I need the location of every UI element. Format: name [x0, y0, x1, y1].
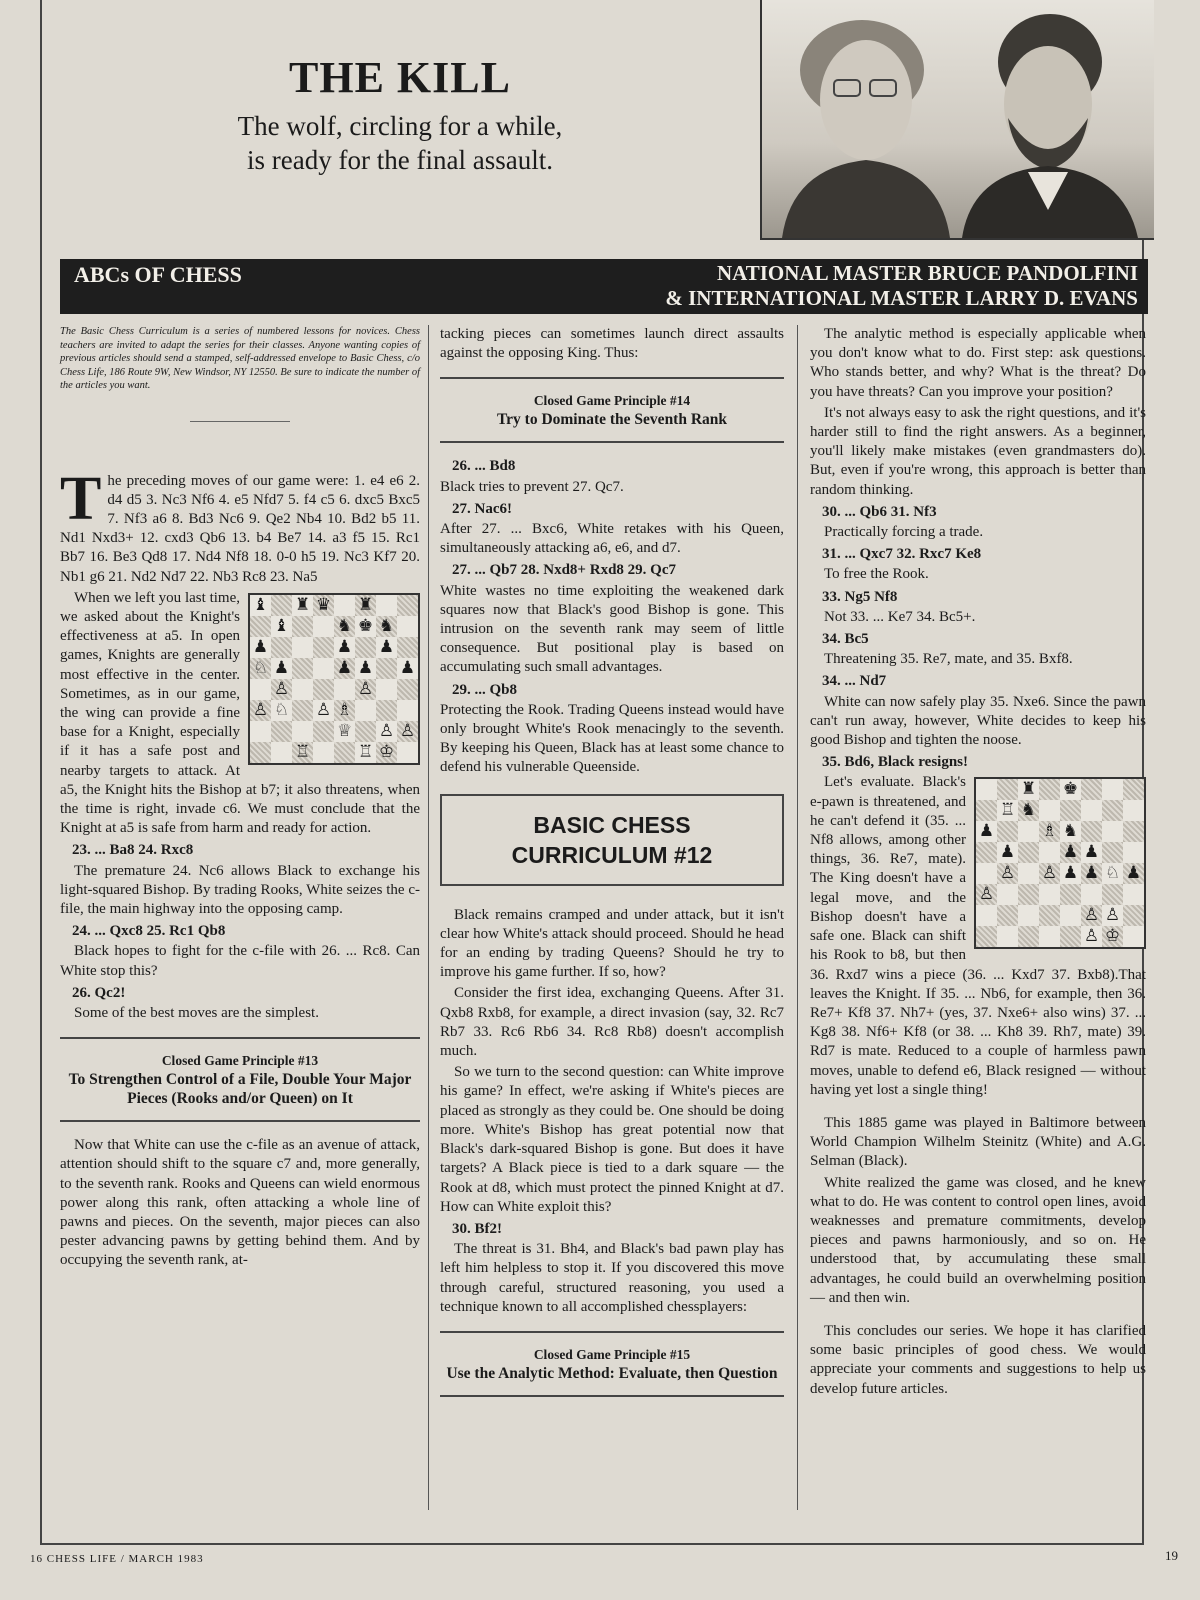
board-square [1039, 779, 1060, 800]
chess-piece: ♙ [1081, 905, 1102, 926]
chess-piece: ♟ [1060, 842, 1081, 863]
board-square [397, 595, 418, 616]
chess-piece: ♚ [355, 616, 376, 637]
paragraph: Let's evaluate. Black's e-pawn is threatened, and he can't defend it (35. ... Nf8 allows, among other things, 36. Re7, mate). The King doesn't have a legal move, and the Bishop doesn't have a safe one. Black can shift his Rook to b8, but then 36. Rxd7 wins a piece (36. ... Kxd7 37. Bxb8).That leaves the Knight. If 35. ... Nb6, for example, then 36. Re7+ Kf8 37. Nh7+ (yes, 37. Nxe6+ also wins) 37. ... Kg8 38. Nf6+ Kf8 (or 38. ... Kh8 39. Rh7, mate) 39. Rd7 is mate. Reduced to a couple of harmless pawn moves, unable to defend e6, Black resigned — without having yet lost a single thing! [810, 774, 1146, 1098]
board-square [1018, 926, 1039, 947]
board-square [292, 658, 313, 679]
chess-piece: ♜ [355, 595, 376, 616]
chess-piece: ♙ [313, 700, 334, 721]
board-square [1018, 863, 1039, 884]
chess-piece: ♗ [1039, 821, 1060, 842]
paragraph: Not 33. ... Ke7 34. Bc5+. [824, 608, 976, 625]
principle-box [440, 1331, 784, 1397]
separator [190, 421, 290, 422]
board-square [976, 905, 997, 926]
chess-piece: ♙ [376, 721, 397, 742]
paragraph: The analytic method is especially applicable when you don't know what to do. First step: ask questions. Who stands better, and why? What is the threat? Do you have threats? Can you improve your position? [810, 326, 1146, 400]
board-square [1123, 926, 1144, 947]
board-square [997, 926, 1018, 947]
paragraph: White realized the game was closed, and he knew what to do. He was content to control open lines, avoid weaknesses and premature commitments, develop pieces and pawns harmoniously, and so on. He understood that, by accumulating these small advantages, he could build an overwhelming position — and then win. [810, 1174, 1146, 1306]
paragraph: After 27. ... Bxc6, White retakes with his Queen, simultaneously attacking a6, e6, and d7. [440, 521, 784, 557]
board-square [1039, 926, 1060, 947]
chess-piece: ♟ [997, 842, 1018, 863]
chess-piece: ♜ [1018, 779, 1039, 800]
board-square [1102, 884, 1123, 905]
board-square [1081, 821, 1102, 842]
subtitle-line-2: is ready for the final assault. [247, 145, 553, 175]
board-square [292, 700, 313, 721]
board-square [997, 905, 1018, 926]
board-square [976, 800, 997, 821]
drop-cap: T [60, 464, 102, 533]
board-square [376, 679, 397, 700]
board-square [1039, 800, 1060, 821]
chess-piece: ♟ [271, 658, 292, 679]
column-divider [797, 325, 798, 1510]
chess-piece: ♜ [292, 595, 313, 616]
author-line-2: & INTERNATIONAL MASTER LARRY D. EVANS [665, 286, 1138, 310]
board-square [976, 863, 997, 884]
board-square [397, 742, 418, 763]
chess-piece: ♙ [271, 679, 292, 700]
move-heading: 34. ... Nd7 [822, 673, 887, 690]
subtitle [160, 109, 640, 177]
chess-piece: ♙ [397, 721, 418, 742]
board-square [271, 637, 292, 658]
board-square [313, 679, 334, 700]
principle-title: Closed Game Principle #15 [533, 1346, 691, 1362]
board-square [271, 721, 292, 742]
board-square [1102, 779, 1123, 800]
chess-piece: ♞ [376, 616, 397, 637]
board-square [313, 658, 334, 679]
move-heading: 27. Nac6! [452, 500, 512, 517]
column-3 [810, 325, 1146, 1401]
paragraph [60, 464, 420, 587]
curriculum-box [440, 794, 784, 886]
board-square [1123, 842, 1144, 863]
paragraph: tacking pieces can sometimes launch direct assaults against the opposing King. Thus: [440, 326, 784, 362]
board-square [313, 616, 334, 637]
board-square [292, 616, 313, 637]
chess-piece: ♔ [376, 742, 397, 763]
chess-piece: ♟ [1081, 863, 1102, 884]
board-square [271, 595, 292, 616]
chess-piece: ♖ [997, 800, 1018, 821]
board-square [1123, 884, 1144, 905]
board-square [1081, 800, 1102, 821]
chess-piece: ♟ [250, 637, 271, 658]
intro-note: The Basic Chess Curriculum is a series of numbered lessons for novices. Chess teachers are invited to adapt the series for their classes. Anyone wanting copies of previous articles should send a stamped, self-addressed envelope to Basic Chess, c/o Chess Life, 186 Route 9W, New Windsor, NY 12550. Be sure to indicate the number of the articles you want. [60, 326, 421, 391]
board-square [397, 637, 418, 658]
chess-piece: ♟ [355, 658, 376, 679]
board-square [1060, 800, 1081, 821]
authors-photo-illustration [762, 0, 1154, 238]
move-heading: 31. ... Qxc7 32. Rxc7 Ke8 [822, 546, 982, 563]
board-square [976, 842, 997, 863]
chess-piece: ♔ [1102, 926, 1123, 947]
board-square [997, 884, 1018, 905]
principle-body: Use the Analytic Method: Evaluate, then Question [446, 1364, 778, 1382]
board-square [250, 616, 271, 637]
paragraph: The premature 24. Nc6 allows Black to exchange his light-squared Bishop. By trading Rooks, White seizes the c-file, the main highway into the opposing camp. [60, 862, 420, 917]
board-square [397, 700, 418, 721]
column-divider [428, 325, 429, 1510]
board-square [376, 595, 397, 616]
section-name: ABCs OF CHESS [74, 262, 242, 287]
move-heading: 24. ... Qxc8 25. Rc1 Qb8 [72, 923, 226, 940]
board-square [1123, 779, 1144, 800]
move-heading: 30. ... Qb6 31. Nf3 [822, 503, 937, 520]
board-square [292, 721, 313, 742]
column-2 [440, 325, 784, 1411]
chess-piece: ♟ [1123, 863, 1144, 884]
board-square [1081, 884, 1102, 905]
board-square [1018, 842, 1039, 863]
chess-piece: ♞ [1018, 800, 1039, 821]
board-square [334, 742, 355, 763]
board-square [397, 616, 418, 637]
board-square [1123, 800, 1144, 821]
principle-box [60, 1037, 420, 1122]
move-heading: 26. Qc2! [72, 984, 126, 1001]
board-square [1102, 842, 1123, 863]
board-square [1102, 800, 1123, 821]
board-square [313, 721, 334, 742]
principle-title: Closed Game Principle #13 [161, 1053, 319, 1069]
paragraph-text: he preceding moves of our game were: 1. e4 e6 2. d4 d5 3. Nc3 Nf6 4. e5 Nfd7 5. f4 c5 6. dxc5 Bxc5 7. Nf3 a6 8. Bd3 Nc6 9. Qe2 Nb4 10. Bd2 b5 11. Nd1 Nxd3+ 12. cxd3 Qb6 13. b4 Be7 14. a3 f5 15. Rc1 Bb7 16. Be3 Qd8 17. Nd4 Nf8 18. 0-0 h5 19. Nc3 Kf7 20. Nb1 g6 21. Nd2 Nd7 22. Nb3 Rc8 23. Na5 [60, 472, 420, 585]
chess-piece: ♛ [313, 595, 334, 616]
page-footer: 16 CHESS LIFE / MARCH 1983 [30, 1553, 204, 1565]
board-square [1039, 905, 1060, 926]
paragraph: When we left you last time, we asked about the Knight's effectiveness at a5. In open games, Knights are generally most effective in the center. Sometimes, as in our game, the wing can provide a fine base for a Knight, especially if it has a safe post and nearby targets to attack. At a5, the Knight hits the Bishop at b7; it also threatens, when the time is right, invade c6. We must conclude that the Knight at a5 is safe from harm and ready for action. [60, 589, 420, 837]
chess-piece: ♙ [976, 884, 997, 905]
paragraph: Now that White can use the c-file as an avenue of attack, attention should shift to the square c7 and, more generally, to the seventh rank. Rooks and Queens can wield enormous power along this rank, often attacking a whole line of pawns and pieces. On the seventh, major pieces can also pester advancing pawns by getting behind them. And by occupying the seventh rank, at- [60, 1137, 420, 1269]
move-heading: 23. ... Ba8 24. Rxc8 [72, 842, 194, 859]
paragraph: Black hopes to fight for the c-file with 26. ... Rc8. Can White stop this? [60, 943, 420, 979]
chess-piece: ♟ [334, 637, 355, 658]
chess-piece: ♟ [976, 821, 997, 842]
board-square [1018, 821, 1039, 842]
chess-piece: ♝ [271, 616, 292, 637]
board-square [1039, 842, 1060, 863]
board-square [355, 637, 376, 658]
board-square [250, 742, 271, 763]
paragraph: White can now safely play 35. Nxe6. Since the pawn can't run away, however, White decides to keep his good Bishop and tighten the noose. [810, 693, 1146, 749]
chess-piece: ♟ [397, 658, 418, 679]
principle-body: Try to Dominate the Seventh Rank [496, 411, 728, 429]
chess-piece: ♖ [355, 742, 376, 763]
chess-piece: ♙ [1039, 863, 1060, 884]
paragraph: To free the Rook. [824, 566, 929, 583]
board-square [1102, 821, 1123, 842]
paragraph: Practically forcing a trade. [824, 524, 984, 541]
board-square [250, 679, 271, 700]
paragraph: Threatening 35. Re7, mate, and 35. Bxf8. [824, 651, 1073, 668]
board-square [292, 679, 313, 700]
subtitle-line-1: The wolf, circling for a while, [237, 111, 563, 141]
chess-piece: ♘ [271, 700, 292, 721]
paragraph: So we turn to the second question: can White improve his game? In effect, we're asking if White's pieces are placed as strongly as they could be. One should be doing more. White's Bishop has great potential now that Black's dark-squared Bishop is gone. But does it have targets? A Black piece is tied to a dark square — the Rook at d8, which must protect the pinned Knight at d7. How can White exploit this? [440, 1064, 784, 1215]
board-square [271, 742, 292, 763]
paragraph: Consider the first idea, exchanging Queens. After 31. Qxb8 Rxb8, for example, a direct invasion (say, 32. Rc7 Rb7 33. Rc6 Rb6 34. Rc8 Rb8) doesn't accomplish much. [440, 985, 784, 1060]
move-heading: 27. ... Qb7 28. Nxd8+ Rxd8 29. Qc7 [452, 562, 676, 579]
board-square [355, 721, 376, 742]
chess-piece: ♟ [1060, 863, 1081, 884]
page-title: THE KILL [289, 53, 511, 102]
chess-piece: ♞ [334, 616, 355, 637]
chess-piece: ♟ [376, 637, 397, 658]
paragraph: This 1885 game was played in Baltimore between World Champion Wilhelm Steinitz (White) and A.G. Selman (Black). [810, 1114, 1146, 1170]
section-banner [60, 259, 1148, 314]
board-square [376, 658, 397, 679]
board-square [1060, 926, 1081, 947]
move-heading: 33. Ng5 Nf8 [822, 588, 898, 605]
chess-piece: ♙ [355, 679, 376, 700]
headline-block [160, 52, 640, 177]
move-heading: 29. ... Qb8 [452, 681, 518, 698]
curriculum-line-1: BASIC CHESS [533, 811, 691, 838]
paragraph: Some of the best moves are the simplest. [74, 1004, 319, 1021]
chess-piece: ♙ [997, 863, 1018, 884]
board-square [1018, 884, 1039, 905]
chess-piece: ♝ [250, 595, 271, 616]
board-square [355, 700, 376, 721]
board-square [976, 779, 997, 800]
chess-piece: ♕ [334, 721, 355, 742]
chess-piece: ♞ [1060, 821, 1081, 842]
column-1 [60, 325, 420, 1273]
chess-piece: ♘ [1102, 863, 1123, 884]
move-heading: 34. Bc5 [822, 631, 869, 648]
chess-piece: ♟ [1081, 842, 1102, 863]
board-square [1123, 821, 1144, 842]
board-square [376, 700, 397, 721]
chess-piece: ♙ [1081, 926, 1102, 947]
chess-piece: ♟ [334, 658, 355, 679]
board-square [334, 679, 355, 700]
board-square [1060, 905, 1081, 926]
chess-diagram-2 [974, 777, 1146, 949]
page-number: 19 [1165, 1548, 1178, 1563]
principle-box [440, 377, 784, 443]
chess-piece: ♚ [1060, 779, 1081, 800]
chess-piece: ♗ [334, 700, 355, 721]
board-square [397, 679, 418, 700]
board-square [313, 742, 334, 763]
principle-title: Closed Game Principle #14 [533, 393, 691, 409]
paragraph: Black tries to prevent 27. Qc7. [440, 478, 624, 495]
paragraph: The threat is 31. Bh4, and Black's bad pawn play has left him helpless to stop it. If you discovered this move through careful, structured reasoning, you used a technique known to all accomplished chessplayers: [440, 1241, 784, 1315]
chess-piece: ♖ [292, 742, 313, 763]
chess-diagram-1 [248, 593, 420, 765]
chess-piece: ♙ [1102, 905, 1123, 926]
author-line-1: NATIONAL MASTER BRUCE PANDOLFINI [716, 261, 1138, 285]
board-square [292, 637, 313, 658]
paragraph: Protecting the Rook. Trading Queens instead would have only brought White's Rook menacingly to the seventh. By keeping his Queen, Black has at least some chance to defend his vulnerable Queenside. [440, 701, 784, 776]
chess-piece: ♘ [250, 658, 271, 679]
move-heading: 30. Bf2! [452, 1220, 502, 1237]
board-square [1039, 884, 1060, 905]
board-square [997, 821, 1018, 842]
board-square [1018, 905, 1039, 926]
curriculum-line-2: CURRICULUM #12 [511, 841, 713, 868]
authors-photo [760, 0, 1154, 240]
board-square [250, 721, 271, 742]
paragraph: Black remains cramped and under attack, but it isn't clear how White's attack should proceed. Should he head for an ending by trading Queens? Should he try to improve his game further. If so, how? [440, 906, 784, 981]
board-square [976, 926, 997, 947]
chess-piece: ♙ [250, 700, 271, 721]
board-square [1123, 905, 1144, 926]
board-square [1081, 779, 1102, 800]
move-heading: 26. ... Bd8 [452, 458, 516, 475]
paragraph: This concludes our series. We hope it has clarified some basic principles of good chess. We would appreciate your comments and suggestions to help us develop future articles. [810, 1322, 1146, 1397]
board-square [334, 595, 355, 616]
principle-body: To Strengthen Control of a File, Double Your Major Pieces (Rooks and/or Queen) on It [68, 1071, 412, 1108]
board-square [997, 779, 1018, 800]
move-heading: 35. Bd6, Black resigns! [822, 754, 968, 771]
board-square [313, 637, 334, 658]
board-square [1060, 884, 1081, 905]
paragraph: White wastes no time exploiting the weakened dark squares now that Black's good Bishop is gone. This intrusion on the seventh rank may seem of little consequence. But positional play is based on accumulating such small advantages. [440, 582, 784, 676]
paragraph: It's not always easy to ask the right questions, and it's harder still to find the right answers. As a beginner, you'll likely make mistakes (even grandmasters do). But, even if you're wrong, this approach is better than random thinking. [810, 404, 1146, 498]
